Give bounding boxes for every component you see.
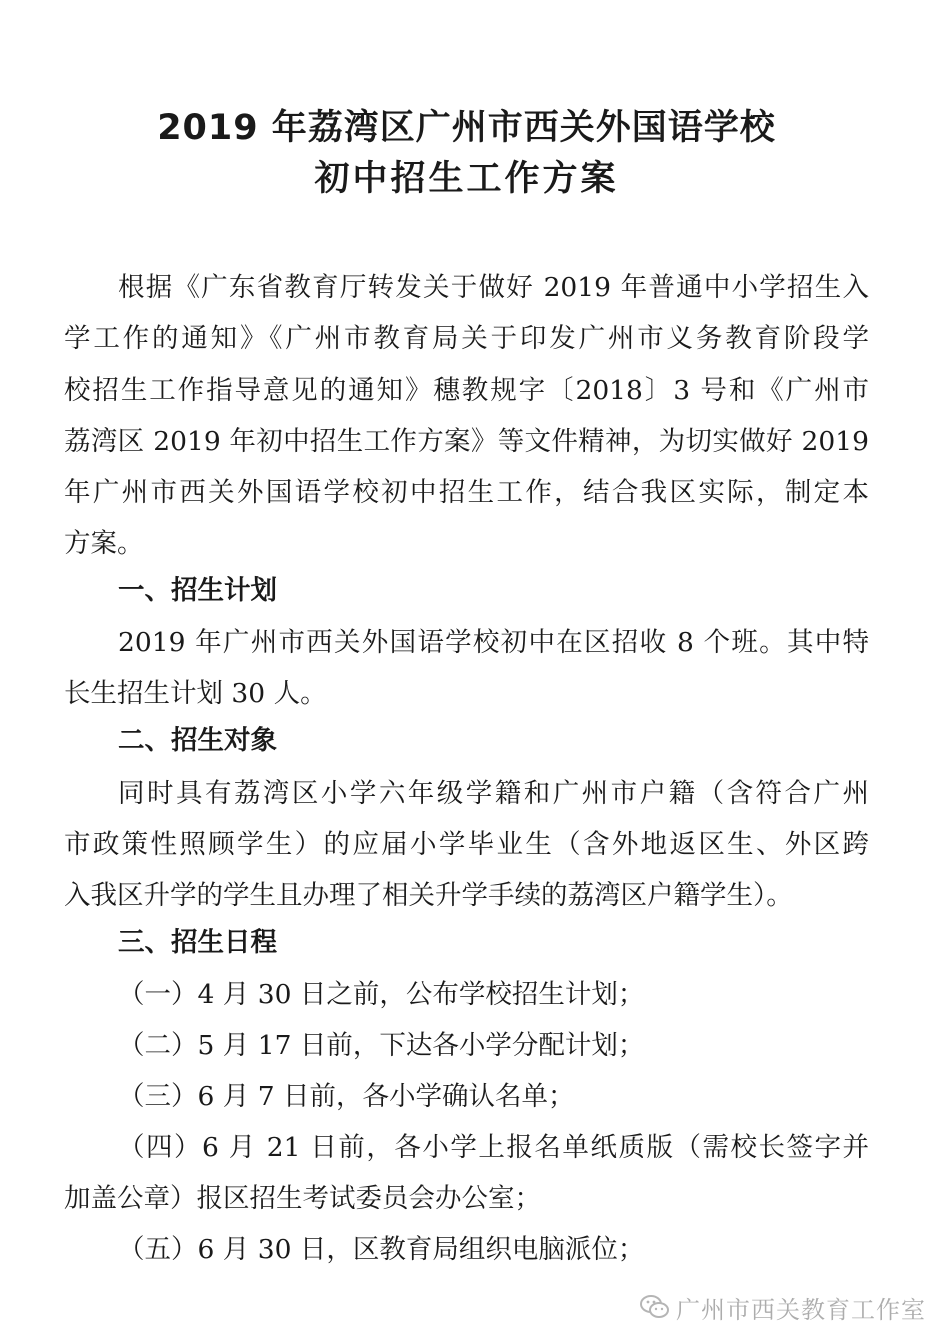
schedule-item: （一）4 月 30 日之前，公布学校招生计划； (118, 979, 645, 1010)
section-heading-target: 二、招生对象 (118, 725, 277, 756)
intro-line: 学工作的通知》《广州市教育局关于印发广州市义务教育阶段学 (64, 323, 869, 354)
section-heading-plan: 一、招生计划 (118, 575, 277, 606)
intro-line: 方案。 (64, 528, 144, 559)
watermark-text: 广州市西关教育工作室 (676, 1295, 926, 1324)
schedule-item: 加盖公章）报区招生考试委员会办公室； (64, 1183, 541, 1214)
schedule-item: （二）5 月 17 日前，下达各小学分配计划； (118, 1030, 645, 1061)
title-line-1: 2019 年荔湾区广州市西关外国语学校 (157, 108, 776, 148)
schedule-item: （五）6 月 30 日，区教育局组织电脑派位； (118, 1234, 645, 1265)
intro-line: 年广州市西关外国语学校初中招生工作，结合我区实际，制定本 (64, 477, 869, 508)
section-line: 市政策性照顾学生）的应届小学毕业生（含外地返区生、外区跨 (64, 829, 869, 860)
section-heading-schedule: 三、招生日程 (118, 927, 277, 958)
section-line: 2019 年广州市西关外国语学校初中在区招收 8 个班。其中特 (118, 627, 869, 658)
intro-line: 校招生工作指导意见的通知》穗教规字〔2018〕3 号和《广州市 (64, 375, 869, 406)
intro-line: 根据《广东省教育厅转发关于做好 2019 年普通中小学招生入 (118, 272, 869, 303)
section-line: 入我区升学的学生且办理了相关升学手续的荔湾区户籍学生）。 (64, 880, 793, 911)
wechat-icon (640, 1294, 670, 1320)
section-line: 长生招生计划 30 人。 (64, 678, 327, 709)
title-line-2: 初中招生工作方案 (314, 159, 619, 199)
schedule-item: （三）6 月 7 日前，各小学确认名单； (118, 1081, 575, 1112)
watermark (640, 1292, 926, 1322)
schedule-item: （四）6 月 21 日前，各小学上报名单纸质版（需校长签字并 (118, 1132, 869, 1163)
intro-line: 荔湾区 2019 年初中招生工作方案》等文件精神，为切实做好 2019 (64, 426, 869, 457)
section-line: 同时具有荔湾区小学六年级学籍和广州市户籍（含符合广州 (118, 778, 869, 809)
